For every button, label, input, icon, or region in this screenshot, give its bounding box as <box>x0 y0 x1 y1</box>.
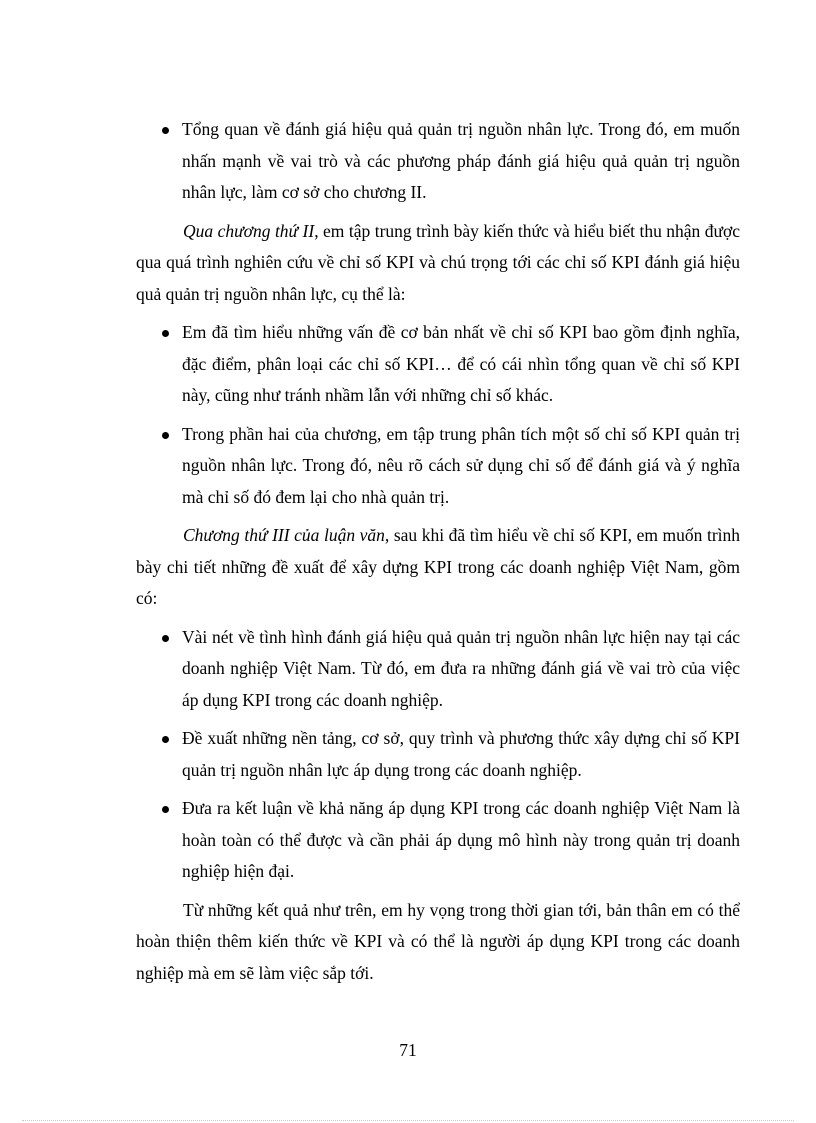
bullet-item <box>136 419 740 514</box>
paragraph-lead: Chương thứ III của luận văn <box>183 525 385 545</box>
bullet-text: Em đã tìm hiểu những vấn đề cơ bản nhất về chỉ số KPI bao gồm định nghĩa, đặc điểm, phân loại các chỉ số KPI… để có cái nhìn tổng quan về chỉ số KPI này, cũng như tránh nhầm lẫn với những chỉ số khác. <box>182 322 740 405</box>
bullet-icon <box>162 432 169 439</box>
bullet-item <box>136 793 740 888</box>
paragraph <box>136 520 740 615</box>
bullet-icon <box>162 330 169 337</box>
paragraph-text: , em tập trung trình bày kiến thức và hiểu biết thu nhận được qua quá trình nghiên cứu về chỉ số KPI và chú trọng tới các chỉ số KPI đánh giá hiệu quả quản trị nguồn nhân lực, cụ thể là: <box>136 220 740 304</box>
bullet-item <box>136 723 740 786</box>
page-bottom-divider <box>22 1120 794 1121</box>
paragraph-text: Từ những kết quả như trên, em hy vọng trong thời gian tới, bản thân em có thể hoàn thiện thêm kiến thức về KPI và có thể là người áp dụng KPI trong các doanh nghiệp mà em sẽ làm việc sắp tới. <box>136 899 740 983</box>
bullet-icon <box>162 635 169 642</box>
page-number: 71 <box>399 1040 417 1060</box>
paragraph <box>136 895 740 990</box>
bullet-item <box>136 317 740 412</box>
bullet-text: Đề xuất những nền tảng, cơ sở, quy trình và phương thức xây dựng chỉ số KPI quản trị nguồn nhân lực áp dụng trong các doanh nghiệp. <box>182 728 740 780</box>
bullet-text: Tổng quan về đánh giá hiệu quả quản trị nguồn nhân lực. Trong đó, em muốn nhấn mạnh về vai trò và các phương pháp đánh giá hiệu quả quản trị nguồn nhân lực, làm cơ sở cho chương II. <box>182 119 740 202</box>
document-body <box>136 114 740 996</box>
paragraph-text: , sau khi đã tìm hiểu về chỉ số KPI, em muốn trình bày chi tiết những đề xuất để xây dựng KPI trong các doanh nghiệp Việt Nam, gồm có: <box>136 525 741 608</box>
paragraph <box>136 216 740 311</box>
bullet-item <box>136 622 740 717</box>
bullet-text: Vài nét về tình hình đánh giá hiệu quả quản trị nguồn nhân lực hiện nay tại các doanh nghiệp Việt Nam. Từ đó, em đưa ra những đánh giá về vai trò của việc áp dụng KPI trong các doanh nghiệp. <box>182 626 740 710</box>
bullet-icon <box>162 736 169 743</box>
bullet-icon <box>162 127 169 134</box>
bullet-text: Đưa ra kết luận về khả năng áp dụng KPI trong các doanh nghiệp Việt Nam là hoàn toàn có thể được và cần phải áp dụng mô hình này trong quản trị doanh nghiệp hiện đại. <box>182 798 740 881</box>
bullet-icon <box>162 806 169 813</box>
bullet-text: Trong phần hai của chương, em tập trung phân tích một số chỉ số KPI quản trị nguồn nhân lực. Trong đó, nêu rõ cách sử dụng chỉ số để đánh giá và ý nghĩa mà chỉ số đó đem lại cho nhà quản trị. <box>182 423 740 507</box>
paragraph-lead: Qua chương thứ II <box>183 220 315 241</box>
bullet-item <box>136 114 740 209</box>
